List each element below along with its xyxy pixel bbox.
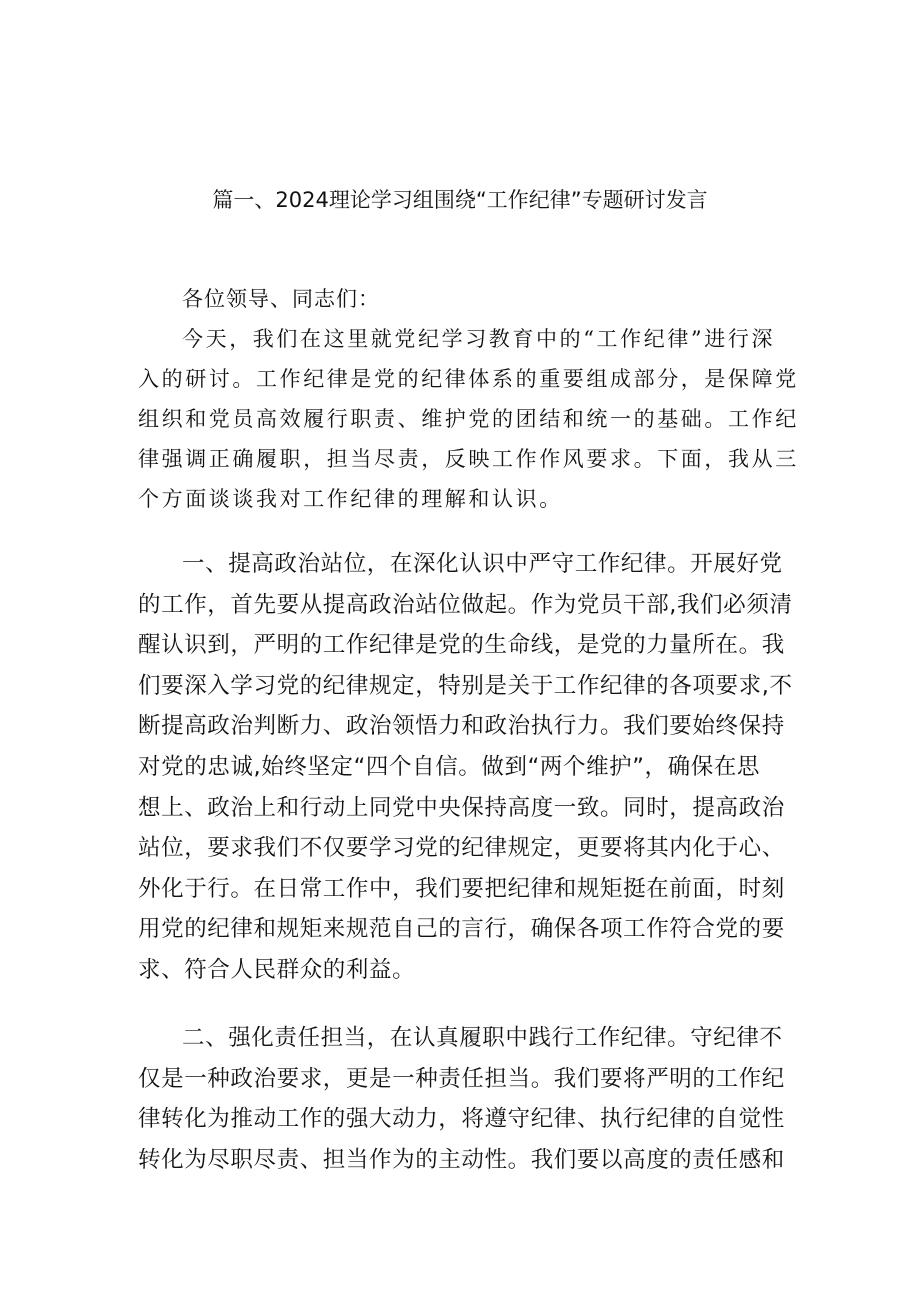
paragraph-line: 用党的纪律和规矩来规范自己的言行，确保各项工作符合党的要 [138, 916, 785, 943]
paragraph-line: 求、符合人民群众的利益。 [138, 956, 416, 983]
paragraph-line: 断提高政治判断力、政治领悟力和政治执行力。我们要始终保持 [138, 713, 785, 740]
paragraph-line: 入的研讨。工作纪律是党的纪律体系的重要组成部分，是保障党 [138, 367, 799, 391]
paragraph-line: 律强调正确履职，担当尽责，反映工作作风要求。下面，我从三 [138, 447, 799, 471]
paragraph-line: 今天，我们在这里就党纪学习教育中的“工作纪律”进行深 [182, 327, 776, 351]
paragraph-line: 醒认识到，严明的工作纪律是党的生命线，是党的力量所在。我 [138, 632, 785, 659]
paragraph-line: 外化于行。在日常工作中，我们要把纪律和规矩挺在前面，时刻 [138, 875, 785, 902]
paragraph-line: 们要深入学习党的纪律规定，特别是关于工作纪律的各项要求,不 [138, 672, 793, 699]
paragraph-line: 想上、政治上和行动上同党中央保持高度一致。同时，提高政治 [138, 794, 785, 821]
paragraph-line: 仅是一种政治要求，更是一种责任担当。我们要将严明的工作纪 [138, 1065, 785, 1092]
paragraph-line: 对党的忠诚,始终坚定“四个自信。做到“两个维护”，确保在思 [138, 753, 761, 780]
paragraph-line: 律转化为推动工作的强大动力，将遵守纪律、执行纪律的自觉性 [138, 1106, 785, 1133]
paragraph-line: 的工作，首先要从提高政治站位做起。作为党员干部,我们必须清 [138, 591, 793, 618]
paragraph-line: 个方面谈谈我对工作纪律的理解和认识。 [138, 487, 563, 511]
greeting-line: 各位领导、同志们： [182, 287, 380, 311]
paragraph-line: 站位，要求我们不仅要学习党的纪律规定，更要将其内化于心、 [138, 835, 785, 862]
section-one-paragraph [138, 544, 798, 991]
paragraph-line: 二、强化责任担当，在认真履职中践行工作纪律。守纪律不 [182, 1025, 783, 1051]
paragraph-line: 一、提高政治站位，在深化认识中严守工作纪律。开展好党 [182, 551, 783, 577]
intro-paragraph [138, 319, 798, 519]
paragraph-line: 转化为尽职尽责、担当作为的主动性。我们要以高度的责任感和 [138, 1146, 785, 1173]
section-two-paragraph [138, 1018, 798, 1180]
paragraph-line: 组织和党员高效履行职责、维护党的团结和统一的基础。工作纪 [138, 407, 799, 431]
document-title: 篇一、2024理论学习组围绕“工作纪律”专题研讨发言 [212, 188, 708, 212]
